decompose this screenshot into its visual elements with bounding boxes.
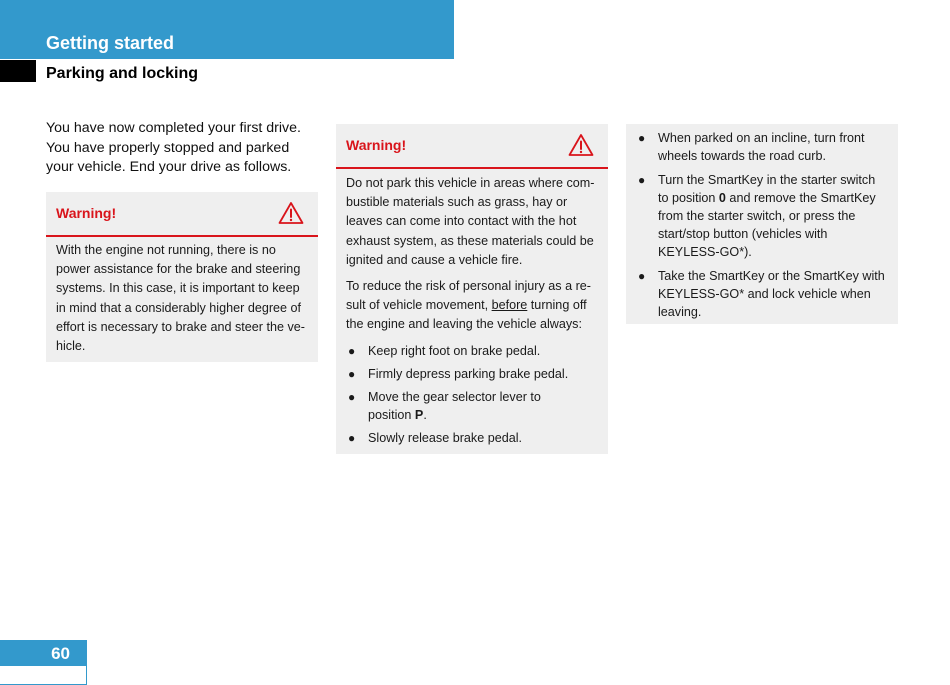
list-item [346, 365, 599, 383]
intro-line: your vehicle. End your drive as follows. [46, 159, 292, 175]
warning-text-line: the engine and leaving the vehicle always: [346, 317, 582, 332]
bullet-icon: ● [348, 389, 356, 404]
list-item-text [658, 189, 890, 207]
list-item-text: from the starter switch, or press the [658, 209, 856, 223]
warning-text-line [346, 296, 599, 315]
page-number-frame [0, 665, 87, 685]
warning-triangle-icon [278, 201, 304, 225]
warning-box-fire-risk [336, 124, 608, 454]
list-item [346, 429, 599, 447]
warning-header [336, 124, 608, 169]
list-item [636, 129, 890, 165]
list-item-text: Keep right foot on brake pedal. [368, 343, 541, 358]
list-item-text: When parked on an incline, turn front [658, 131, 865, 145]
text-run: to position [658, 191, 719, 205]
warning-text-line: ignited and cause a vehicle fire. [346, 252, 523, 267]
warning-body [336, 169, 608, 460]
bold-text: 0 [718, 191, 726, 205]
warning-header [46, 192, 318, 237]
list-item-text [368, 406, 599, 424]
warning-text-line: hicle. [56, 339, 86, 354]
list-item-text: Firmly depress parking brake pedal. [368, 366, 569, 381]
bullet-icon: ● [638, 269, 646, 283]
list-item [636, 171, 890, 261]
intro-text [46, 119, 321, 178]
warning-text-line: effort is necessary to brake and steer the ve- [56, 319, 305, 334]
bullet-icon: ● [348, 343, 356, 358]
page-number: 60 [51, 644, 70, 663]
text-run: sult of vehicle movement, [346, 298, 492, 313]
warning-text-line: With the engine not running, there is no [56, 243, 276, 257]
list-item [346, 388, 599, 424]
bullet-icon: ● [638, 131, 646, 145]
list-item [636, 267, 890, 321]
list-item [346, 342, 599, 360]
warning-text-line: exhaust system, as these materials could be [346, 233, 594, 248]
warning-text-line: bustible materials such as grass, hay or [346, 195, 568, 210]
intro-line: You have properly stopped and parked [46, 139, 290, 156]
warning-text-line: To reduce the risk of personal injury as a re- [346, 279, 591, 294]
warning-body [46, 237, 318, 364]
list-item-text: Slowly release brake pedal. [368, 430, 523, 445]
chapter-title: Getting started [46, 33, 175, 53]
list-item-text: KEYLESS-GO* and lock vehicle when [658, 287, 871, 301]
list-item-text: Turn the SmartKey in the starter switch [658, 173, 876, 187]
underlined-text: before [491, 298, 528, 313]
text-run: position [368, 407, 415, 422]
steps-box [626, 124, 898, 324]
warning-box-brake-steering [46, 192, 318, 362]
warning-text-line: Do not park this vehicle in areas where com- [346, 176, 595, 190]
bullet-list [626, 124, 898, 321]
list-item-text: Move the gear selector lever to [368, 389, 541, 404]
warning-text-line: systems. In this case, it is important to keep [56, 281, 300, 296]
intro-line: You have now completed your first drive. [46, 120, 301, 136]
text-run: and remove the SmartKey [725, 191, 876, 205]
warning-text-line: power assistance for the brake and steering [56, 262, 301, 277]
page-number-box [0, 640, 87, 665]
bold-text: P [414, 407, 424, 422]
list-item-text: leaving. [658, 305, 702, 319]
bullet-icon: ● [638, 173, 646, 187]
text-run: . [423, 407, 427, 422]
warning-paragraph [346, 277, 599, 335]
bullet-list [346, 342, 599, 447]
warning-text-line: leaves can come into contact with the hot [346, 214, 577, 229]
warning-label: Warning! [56, 205, 117, 221]
warning-text-line: in mind that a considerably higher degree of [56, 300, 302, 315]
list-item-text: Take the SmartKey or the SmartKey with [658, 269, 885, 283]
warning-triangle-icon [568, 133, 594, 157]
section-title: Parking and locking [46, 65, 199, 82]
section-marker [0, 60, 36, 82]
warning-label: Warning! [346, 137, 407, 153]
warning-paragraph [346, 174, 599, 270]
list-item-text: wheels towards the road curb. [658, 149, 827, 163]
text-run: turning off [527, 298, 587, 313]
bullet-icon: ● [348, 366, 356, 381]
list-item-text: KEYLESS-GO*). [658, 245, 752, 259]
list-item-text: start/stop button (vehicles with [658, 227, 828, 241]
bullet-icon: ● [348, 430, 356, 445]
